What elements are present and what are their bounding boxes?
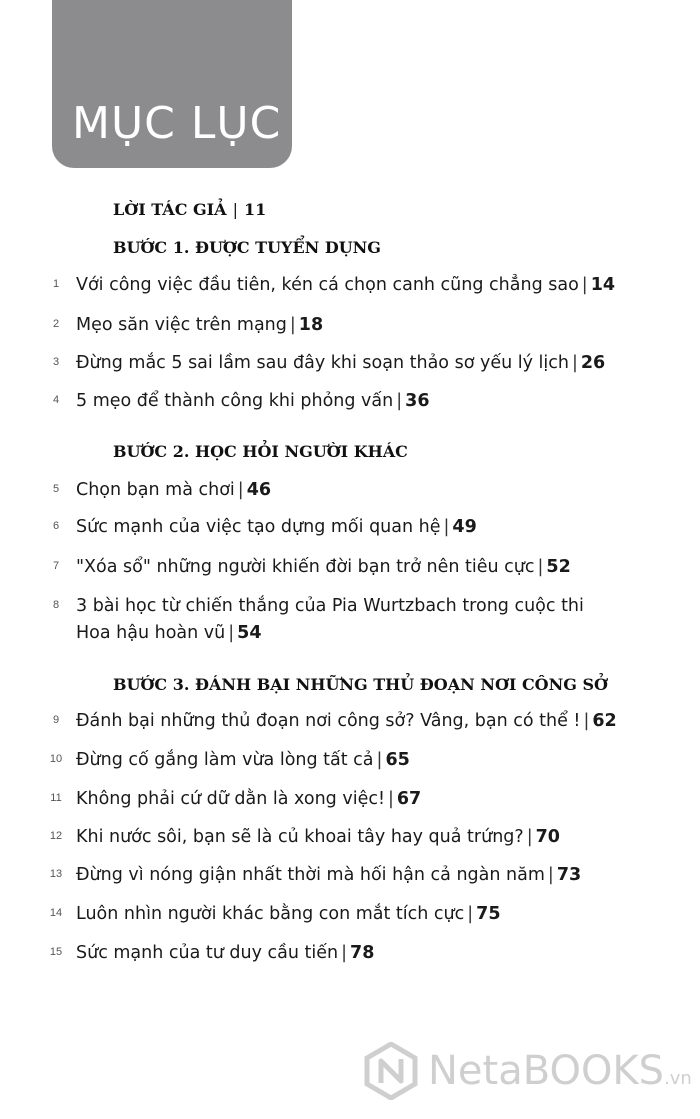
- section-heading-2: BƯỚC 2. HỌC HỎI NGƯỜI KHÁC: [113, 442, 408, 461]
- entry-separator: |: [387, 789, 394, 809]
- entry-separator: |: [526, 827, 533, 847]
- netabooks-logo-icon: [362, 1042, 420, 1100]
- entry-number: 11: [50, 792, 62, 804]
- page-title: MỤC LỤC: [72, 98, 282, 149]
- entry-number: 9: [52, 714, 60, 726]
- entry-number: 8: [52, 599, 60, 611]
- entry-separator: |: [289, 315, 296, 335]
- entry-separator: |: [228, 623, 235, 643]
- entry-number: 1: [52, 278, 60, 290]
- entry-title: Với công việc đầu tiên, kén cá chọn canh cũng chẳng sao: [76, 275, 579, 295]
- entry-page: 65: [385, 750, 410, 770]
- entry-separator: |: [537, 557, 544, 577]
- entry-separator: |: [396, 391, 403, 411]
- entry-title-continued: Hoa hậu hoàn vũ: [76, 623, 226, 643]
- entry-title: Đừng mắc 5 sai lầm sau đây khi soạn thảo sơ yếu lý lịch: [76, 353, 569, 373]
- entry-separator: |: [443, 517, 450, 537]
- entry-page: 14: [590, 275, 616, 295]
- entry-page: 49: [452, 517, 477, 537]
- entry-title: 5 mẹo để thành công khi phỏng vấn: [76, 391, 394, 411]
- entry-page: 73: [556, 865, 582, 885]
- entry-page: 52: [546, 557, 571, 577]
- entry-separator: |: [583, 711, 590, 731]
- entry-title: 3 bài học từ chiến thắng của Pia Wurtzbach trong cuộc thi: [76, 596, 584, 616]
- entry-separator: |: [341, 943, 348, 963]
- watermark-logo: [362, 1042, 692, 1102]
- entry-page: 18: [298, 315, 324, 335]
- title-box: [52, 0, 292, 168]
- entry-number: 15: [49, 946, 63, 958]
- preface-label: LỜI TÁC GIẢ: [113, 200, 227, 219]
- entry-page: 67: [396, 789, 422, 809]
- entry-title: Đừng cố gắng làm vừa lòng tất cả: [76, 750, 374, 770]
- entry-page: 62: [592, 711, 617, 731]
- entry-title: "Xóa sổ" những người khiến đời bạn trở nên tiêu cực: [76, 557, 535, 577]
- entry-page: 75: [476, 904, 501, 924]
- entry-number: 13: [49, 868, 63, 880]
- entry-number: 12: [49, 830, 63, 842]
- entry-title: Khi nước sôi, bạn sẽ là củ khoai tây hay quả trứng?: [76, 827, 524, 847]
- entry-separator: |: [376, 750, 383, 770]
- entry-title: Đánh bại những thủ đoạn nơi công sở? Vâng, bạn có thể !: [76, 711, 581, 731]
- preface-heading[interactable]: [113, 200, 266, 219]
- entry-title: Luôn nhìn người khác bằng con mắt tích cực: [76, 904, 465, 924]
- entry-separator: |: [467, 904, 474, 924]
- entry-page: 78: [350, 943, 375, 963]
- entry-page: 26: [580, 353, 606, 373]
- entry-number: 4: [52, 394, 60, 406]
- entry-number: 5: [52, 483, 60, 495]
- entry-separator: |: [547, 865, 554, 885]
- preface-page: 11: [243, 200, 267, 219]
- entry-title: Đừng vì nóng giận nhất thời mà hối hận cả ngàn năm: [76, 865, 545, 885]
- entry-title: Mẹo săn việc trên mạng: [76, 315, 287, 335]
- entry-title: Sức mạnh của việc tạo dựng mối quan hệ: [76, 517, 441, 537]
- watermark-suffix: .vn: [664, 1068, 692, 1089]
- entry-number: 3: [52, 356, 60, 368]
- entry-separator: |: [571, 353, 578, 373]
- entry-page: 36: [405, 391, 430, 411]
- entry-title: Chọn bạn mà chơi: [76, 480, 235, 500]
- entry-title: Sức mạnh của tư duy cầu tiến: [76, 943, 339, 963]
- preface-separator: |: [232, 200, 238, 219]
- entry-number: 14: [49, 907, 63, 919]
- entry-number: 2: [52, 318, 60, 330]
- entry-separator: |: [581, 275, 588, 295]
- entry-page: 70: [535, 827, 560, 847]
- entry-number: 6: [52, 520, 60, 532]
- entry-separator: |: [237, 480, 244, 500]
- entry-page: 54: [237, 623, 262, 643]
- watermark-brand: NetaBOOKS: [428, 1048, 665, 1094]
- entry-page: 46: [246, 480, 272, 500]
- entry-title: Không phải cứ dữ dằn là xong việc!: [76, 789, 385, 809]
- watermark-text: [428, 1048, 692, 1094]
- entry-number: 10: [49, 753, 63, 765]
- entry-number: 7: [52, 560, 60, 572]
- section-heading-3: BƯỚC 3. ĐÁNH BẠI NHỮNG THỦ ĐOẠN NƠI CÔNG SỞ: [113, 675, 608, 694]
- section-heading-1: BƯỚC 1. ĐƯỢC TUYỂN DỤNG: [113, 238, 381, 257]
